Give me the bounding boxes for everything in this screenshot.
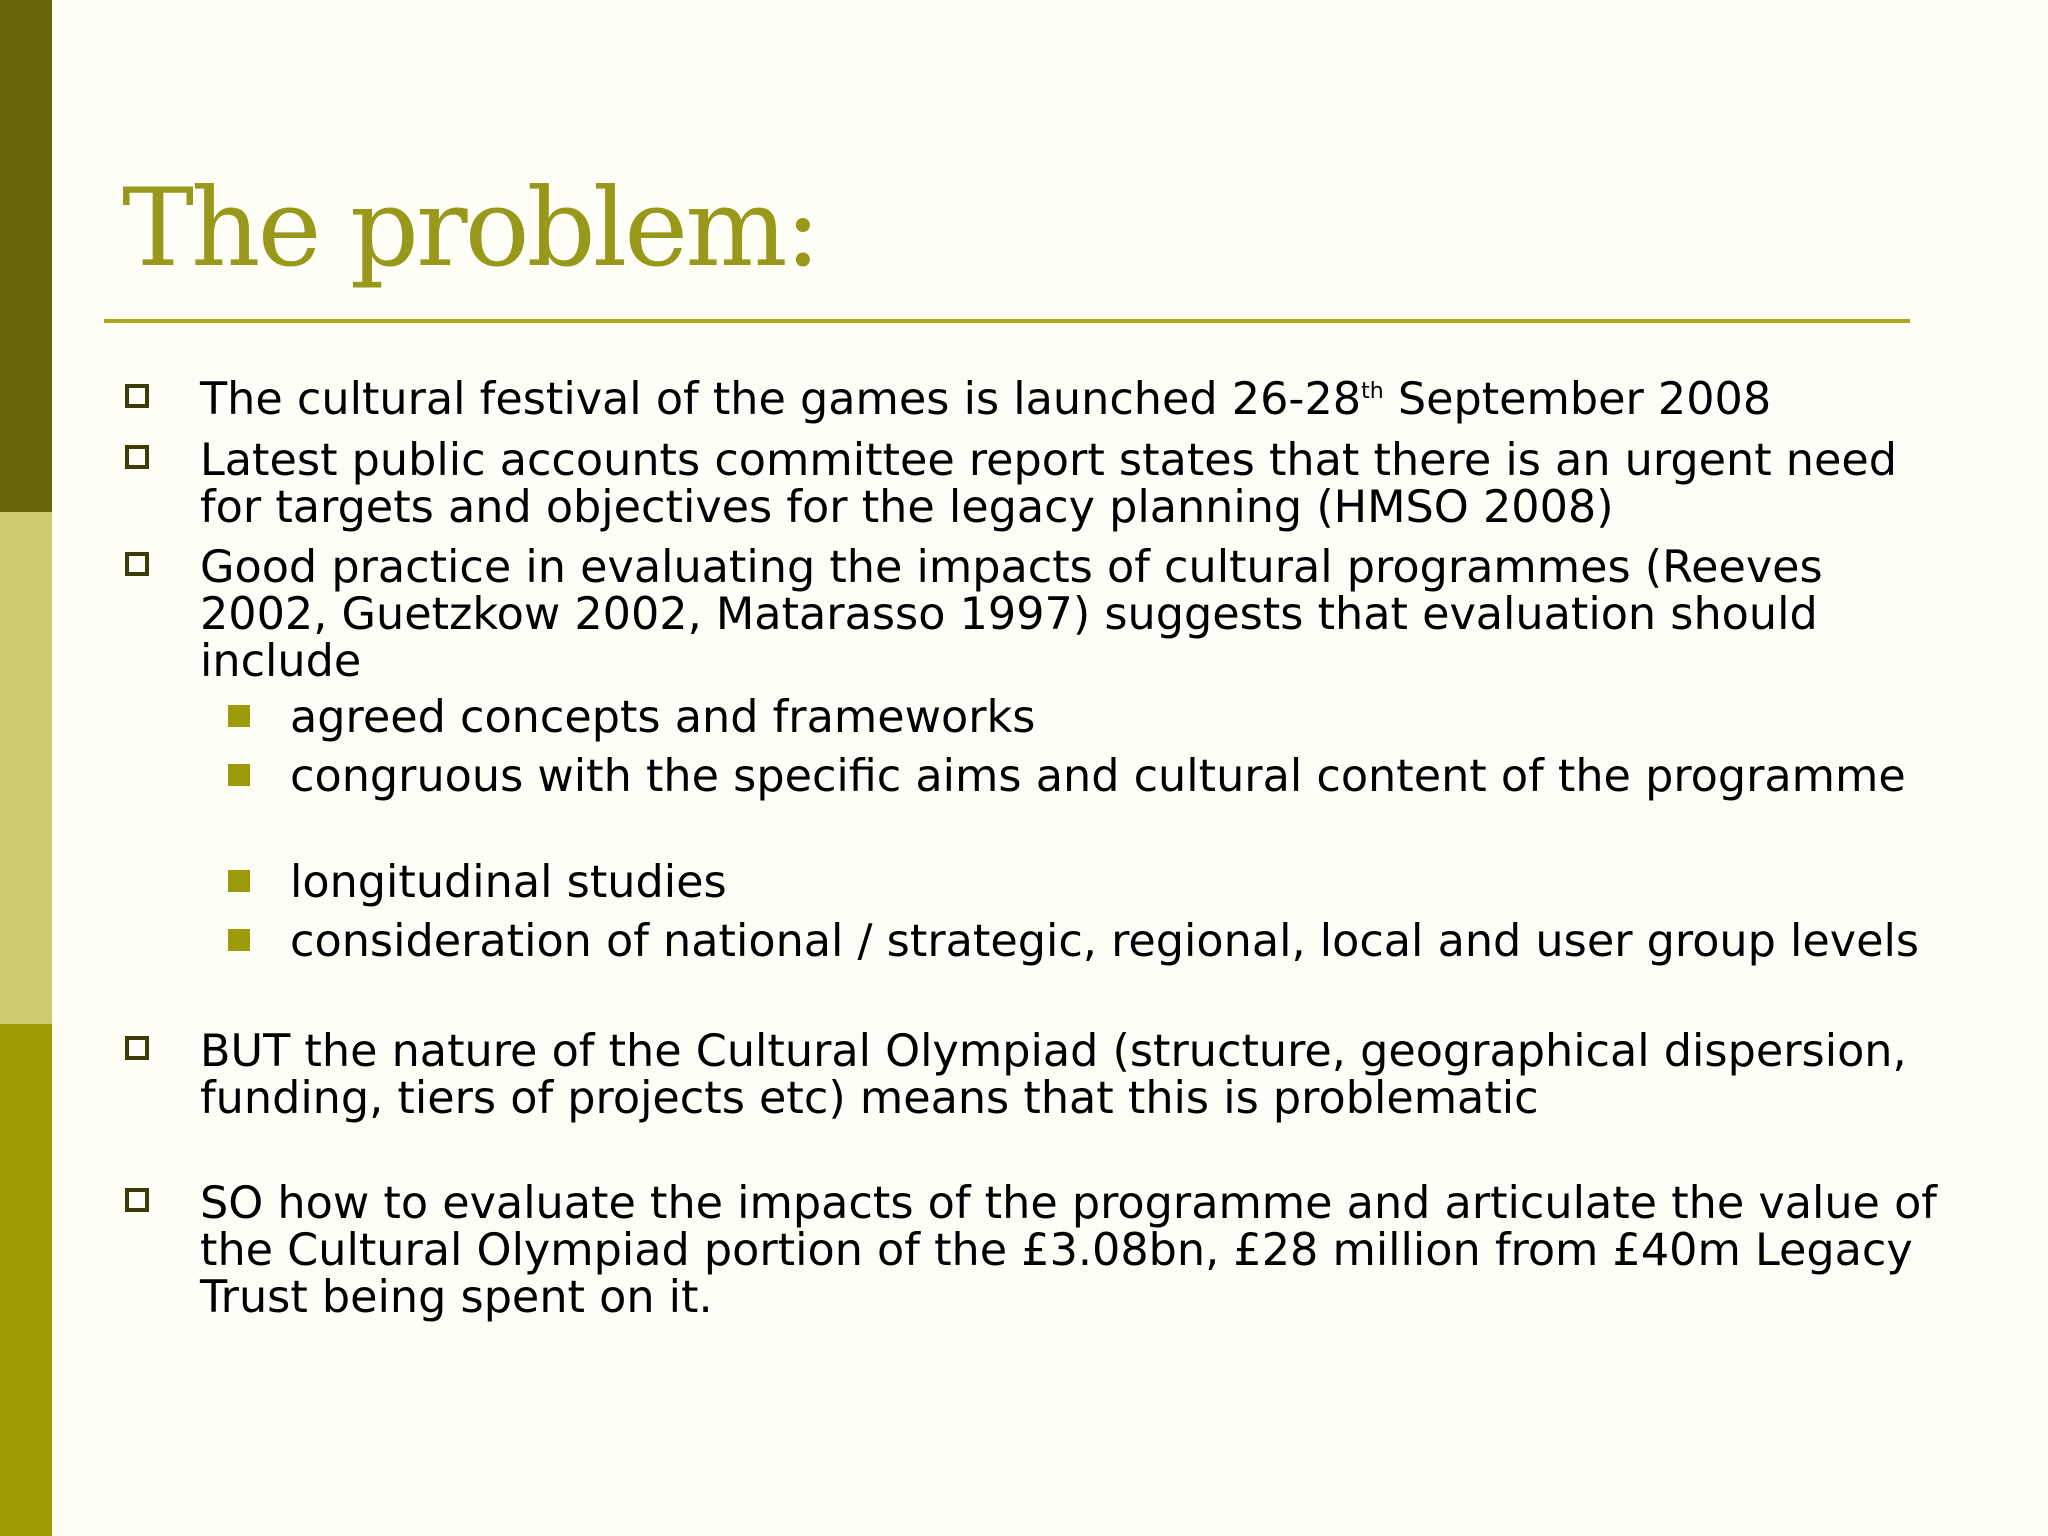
bullet-text: The cultural festival of the games is launched 26-28 — [200, 374, 1362, 425]
hollow-square-bullet-icon — [125, 445, 149, 469]
sub-bullet-levels: consideration of national / strategic, regional, local and user group levels — [290, 916, 1920, 967]
sub-bullet-congruous: congruous with the specific aims and cultural content of the programme — [290, 751, 1906, 802]
bullet-text-end: September 2008 — [1383, 374, 1772, 425]
filled-square-bullet-icon — [228, 764, 250, 786]
filled-square-bullet-icon — [228, 870, 250, 892]
bullet-pac-report: Latest public accounts committee report states that there is an urgent need for targets and objectives for the legacy planning (HMSO 2008) — [200, 435, 1898, 533]
bullet-festival-launch — [200, 376, 1940, 423]
sub-bullet-longitudinal: longitudinal studies — [290, 857, 727, 908]
hollow-square-bullet-icon — [125, 1188, 149, 1212]
bullet-but-nature: BUT the nature of the Cultural Olympiad (structure, geographical dispersion, funding, tiers of projects etc) means that this is problematic — [200, 1026, 1907, 1124]
filled-square-bullet-icon — [228, 705, 250, 727]
slide-title: The problem: — [122, 166, 819, 291]
bullet-so-how: SO how to evaluate the impacts of the programme and articulate the value of the Cultural Olympiad portion of the £3.08bn, £28 million from £40m Legacy Trust being spent on it. — [200, 1178, 1937, 1323]
hollow-square-bullet-icon — [125, 384, 149, 408]
sub-bullet-concepts: agreed concepts and frameworks — [290, 692, 1036, 743]
bullet-good-practice: Good practice in evaluating the impacts of cultural programmes (Reeves 2002, Guetzkow 2002, Matarasso 1997) suggests that evaluation should include — [200, 542, 1823, 687]
hollow-square-bullet-icon — [125, 552, 149, 576]
ordinal-suffix: th — [1361, 379, 1384, 405]
hollow-square-bullet-icon — [125, 1036, 149, 1060]
filled-square-bullet-icon — [228, 929, 250, 951]
